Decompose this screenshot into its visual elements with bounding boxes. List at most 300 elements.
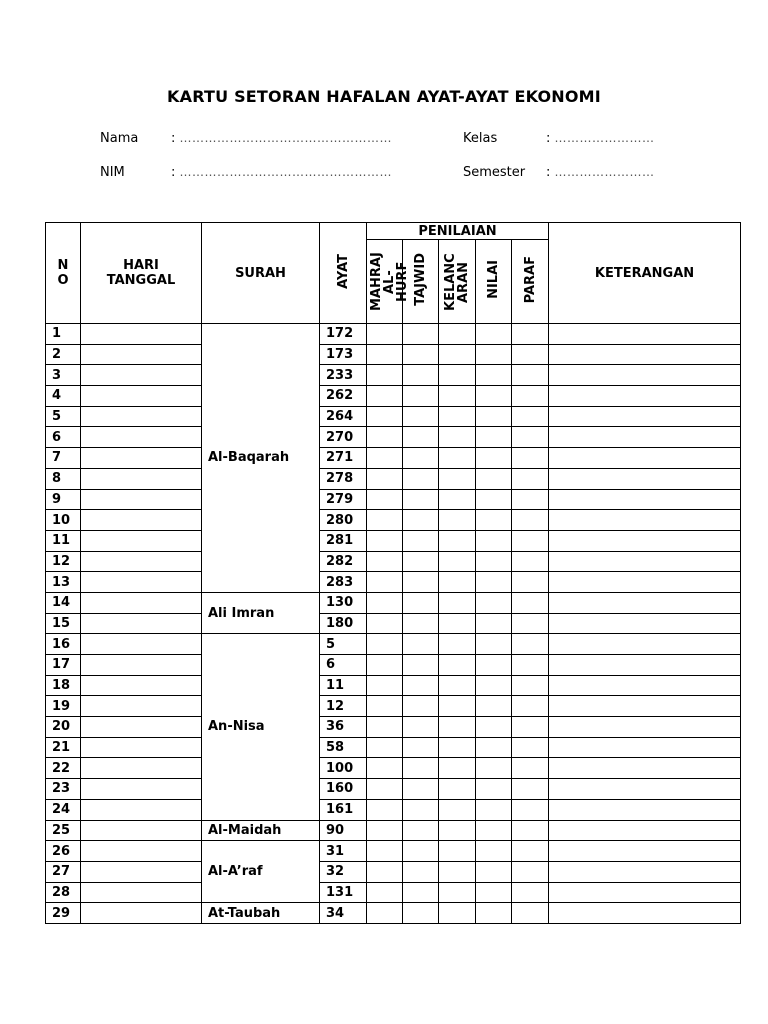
cell-no: 25 (46, 820, 81, 841)
cell-no: 2 (46, 344, 81, 365)
cell-hari-tanggal[interactable] (81, 427, 202, 448)
cell-keterangan[interactable] (549, 510, 741, 531)
table-row (46, 530, 741, 551)
cell-no: 19 (46, 696, 81, 717)
table-row (46, 717, 741, 738)
cell-no: 26 (46, 841, 81, 862)
cell-nilai[interactable] (476, 696, 512, 717)
cell-nilai[interactable] (476, 861, 512, 882)
cell-nilai[interactable] (476, 427, 512, 448)
cell-tajwid[interactable] (403, 406, 439, 427)
cell-nilai[interactable] (476, 758, 512, 779)
cell-ayat: 130 (320, 592, 367, 613)
cell-paraf[interactable] (512, 344, 549, 365)
semester-field[interactable]: : …………………… (546, 165, 655, 180)
table-row (46, 510, 741, 531)
cell-hari-tanggal[interactable] (81, 324, 202, 345)
cell-nilai[interactable] (476, 365, 512, 386)
cell-keterangan[interactable] (549, 861, 741, 882)
cell-keterangan[interactable] (549, 365, 741, 386)
cell-nilai[interactable] (476, 882, 512, 903)
header-keterangan: KETERANGAN (549, 223, 741, 324)
cell-mahraj[interactable] (367, 489, 403, 510)
cell-kelancaran[interactable] (439, 655, 476, 676)
cell-tajwid[interactable] (403, 675, 439, 696)
cell-paraf[interactable] (512, 675, 549, 696)
cell-paraf[interactable] (512, 696, 549, 717)
cell-tajwid[interactable] (403, 489, 439, 510)
cell-keterangan[interactable] (549, 758, 741, 779)
cell-kelancaran[interactable] (439, 427, 476, 448)
nama-label: Nama (100, 131, 139, 146)
cell-nilai[interactable] (476, 510, 512, 531)
table-row (46, 551, 741, 572)
cell-keterangan[interactable] (549, 841, 741, 862)
cell-nilai[interactable] (476, 344, 512, 365)
cell-keterangan[interactable] (549, 324, 741, 345)
cell-kelancaran[interactable] (439, 386, 476, 407)
cell-nilai[interactable] (476, 717, 512, 738)
cell-kelancaran[interactable] (439, 903, 476, 924)
table-row (46, 779, 741, 800)
cell-keterangan[interactable] (549, 655, 741, 676)
cell-hari-tanggal[interactable] (81, 634, 202, 655)
cell-keterangan[interactable] (549, 799, 741, 820)
cell-kelancaran[interactable] (439, 448, 476, 469)
cell-hari-tanggal[interactable] (81, 882, 202, 903)
cell-tajwid[interactable] (403, 903, 439, 924)
cell-mahraj[interactable] (367, 406, 403, 427)
cell-ayat: 262 (320, 386, 367, 407)
cell-kelancaran[interactable] (439, 324, 476, 345)
cell-nilai[interactable] (476, 572, 512, 593)
cell-paraf[interactable] (512, 386, 549, 407)
cell-paraf[interactable] (512, 510, 549, 531)
cell-paraf[interactable] (512, 717, 549, 738)
cell-keterangan[interactable] (549, 737, 741, 758)
cell-keterangan[interactable] (549, 344, 741, 365)
cell-ayat: 180 (320, 613, 367, 634)
cell-keterangan[interactable] (549, 779, 741, 800)
cell-hari-tanggal[interactable] (81, 489, 202, 510)
header-penilaian: PENILAIAN (367, 223, 549, 240)
table-row (46, 406, 741, 427)
cell-kelancaran[interactable] (439, 882, 476, 903)
cell-mahraj[interactable] (367, 799, 403, 820)
cell-surah: At-Taubah (202, 903, 320, 924)
cell-mahraj[interactable] (367, 717, 403, 738)
cell-keterangan[interactable] (549, 717, 741, 738)
header-ayat: AYAT (320, 223, 367, 324)
kelas-label: Kelas (463, 131, 498, 146)
table-row (46, 737, 741, 758)
cell-mahraj[interactable] (367, 675, 403, 696)
cell-no: 21 (46, 737, 81, 758)
header-nilai: NILAI (476, 240, 512, 324)
cell-ayat: 283 (320, 572, 367, 593)
cell-hari-tanggal[interactable] (81, 675, 202, 696)
cell-tajwid[interactable] (403, 799, 439, 820)
cell-ayat: 12 (320, 696, 367, 717)
header-hari-tanggal: HARI TANGGAL (81, 223, 202, 324)
cell-nilai[interactable] (476, 530, 512, 551)
cell-keterangan[interactable] (549, 572, 741, 593)
cell-tajwid[interactable] (403, 696, 439, 717)
cell-hari-tanggal[interactable] (81, 861, 202, 882)
cell-kelancaran[interactable] (439, 592, 476, 613)
cell-no: 4 (46, 386, 81, 407)
cell-kelancaran[interactable] (439, 489, 476, 510)
cell-ayat: 279 (320, 489, 367, 510)
header-kelancaran: KELANCARAN (439, 240, 476, 324)
cell-keterangan[interactable] (549, 675, 741, 696)
cell-mahraj[interactable] (367, 551, 403, 572)
cell-ayat: 90 (320, 820, 367, 841)
cell-nilai[interactable] (476, 841, 512, 862)
cell-keterangan[interactable] (549, 696, 741, 717)
cell-keterangan[interactable] (549, 530, 741, 551)
cell-hari-tanggal[interactable] (81, 613, 202, 634)
cell-kelancaran[interactable] (439, 758, 476, 779)
cell-tajwid[interactable] (403, 468, 439, 489)
cell-ayat: 173 (320, 344, 367, 365)
cell-mahraj[interactable] (367, 530, 403, 551)
cell-no: 8 (46, 468, 81, 489)
nim-field[interactable]: : …………………………………………… (171, 165, 393, 180)
cell-paraf[interactable] (512, 737, 549, 758)
cell-paraf[interactable] (512, 799, 549, 820)
cell-ayat: 5 (320, 634, 367, 655)
cell-keterangan[interactable] (549, 820, 741, 841)
cell-nilai[interactable] (476, 406, 512, 427)
cell-nilai[interactable] (476, 592, 512, 613)
cell-hari-tanggal[interactable] (81, 530, 202, 551)
cell-mahraj[interactable] (367, 779, 403, 800)
cell-tajwid[interactable] (403, 758, 439, 779)
cell-no: 24 (46, 799, 81, 820)
cell-mahraj[interactable] (367, 613, 403, 634)
cell-paraf[interactable] (512, 324, 549, 345)
table-row (46, 572, 741, 593)
cell-paraf[interactable] (512, 592, 549, 613)
cell-hari-tanggal[interactable] (81, 592, 202, 613)
cell-hari-tanggal[interactable] (81, 696, 202, 717)
cell-tajwid[interactable] (403, 592, 439, 613)
cell-paraf[interactable] (512, 861, 549, 882)
cell-hari-tanggal[interactable] (81, 717, 202, 738)
cell-mahraj[interactable] (367, 655, 403, 676)
cell-mahraj[interactable] (367, 468, 403, 489)
cell-kelancaran[interactable] (439, 696, 476, 717)
cell-surah: Al-A’raf (202, 841, 320, 903)
cell-keterangan[interactable] (549, 551, 741, 572)
cell-no: 9 (46, 489, 81, 510)
cell-kelancaran[interactable] (439, 820, 476, 841)
table-row (46, 758, 741, 779)
nim-label: NIM (100, 165, 125, 180)
cell-hari-tanggal[interactable] (81, 365, 202, 386)
cell-no: 10 (46, 510, 81, 531)
cell-no: 5 (46, 406, 81, 427)
cell-ayat: 264 (320, 406, 367, 427)
cell-tajwid[interactable] (403, 634, 439, 655)
cell-ayat: 278 (320, 468, 367, 489)
cell-no: 14 (46, 592, 81, 613)
cell-kelancaran[interactable] (439, 572, 476, 593)
table-row (46, 468, 741, 489)
cell-hari-tanggal[interactable] (81, 468, 202, 489)
cell-kelancaran[interactable] (439, 344, 476, 365)
cell-tajwid[interactable] (403, 530, 439, 551)
header-mahraj: MAHRAJ AL-HURF (367, 240, 403, 324)
cell-hari-tanggal[interactable] (81, 386, 202, 407)
cell-paraf[interactable] (512, 489, 549, 510)
cell-hari-tanggal[interactable] (81, 737, 202, 758)
cell-mahraj[interactable] (367, 903, 403, 924)
cell-hari-tanggal[interactable] (81, 655, 202, 676)
cell-nilai[interactable] (476, 468, 512, 489)
cell-ayat: 282 (320, 551, 367, 572)
cell-tajwid[interactable] (403, 820, 439, 841)
cell-surah: Ali Imran (202, 592, 320, 633)
cell-paraf[interactable] (512, 448, 549, 469)
cell-hari-tanggal[interactable] (81, 406, 202, 427)
cell-mahraj[interactable] (367, 758, 403, 779)
cell-ayat: 172 (320, 324, 367, 345)
cell-tajwid[interactable] (403, 779, 439, 800)
hafalan-table (45, 222, 741, 924)
cell-nilai[interactable] (476, 820, 512, 841)
cell-paraf[interactable] (512, 841, 549, 862)
cell-hari-tanggal[interactable] (81, 758, 202, 779)
cell-no: 23 (46, 779, 81, 800)
cell-mahraj[interactable] (367, 344, 403, 365)
header-surah: SURAH (202, 223, 320, 324)
cell-mahraj[interactable] (367, 572, 403, 593)
cell-kelancaran[interactable] (439, 799, 476, 820)
cell-hari-tanggal[interactable] (81, 779, 202, 800)
cell-kelancaran[interactable] (439, 406, 476, 427)
table-row (46, 882, 741, 903)
cell-keterangan[interactable] (549, 592, 741, 613)
cell-hari-tanggal[interactable] (81, 820, 202, 841)
cell-keterangan[interactable] (549, 406, 741, 427)
cell-ayat: 271 (320, 448, 367, 469)
cell-paraf[interactable] (512, 572, 549, 593)
cell-ayat: 270 (320, 427, 367, 448)
table-row (46, 613, 741, 634)
cell-tajwid[interactable] (403, 510, 439, 531)
cell-tajwid[interactable] (403, 841, 439, 862)
cell-mahraj[interactable] (367, 820, 403, 841)
cell-nilai[interactable] (476, 675, 512, 696)
cell-ayat: 281 (320, 530, 367, 551)
nama-field[interactable]: : …………………………………………… (171, 131, 393, 146)
table-row (46, 592, 741, 613)
cell-keterangan[interactable] (549, 448, 741, 469)
table-row (46, 696, 741, 717)
cell-kelancaran[interactable] (439, 510, 476, 531)
cell-ayat: 6 (320, 655, 367, 676)
cell-paraf[interactable] (512, 530, 549, 551)
cell-mahraj[interactable] (367, 882, 403, 903)
cell-paraf[interactable] (512, 468, 549, 489)
cell-ayat: 131 (320, 882, 367, 903)
cell-nilai[interactable] (476, 551, 512, 572)
cell-surah: Al-Baqarah (202, 324, 320, 593)
table-row (46, 861, 741, 882)
cell-paraf[interactable] (512, 427, 549, 448)
cell-tajwid[interactable] (403, 572, 439, 593)
cell-tajwid[interactable] (403, 861, 439, 882)
cell-hari-tanggal[interactable] (81, 344, 202, 365)
cell-mahraj[interactable] (367, 592, 403, 613)
cell-no: 3 (46, 365, 81, 386)
table-row (46, 365, 741, 386)
table-row (46, 448, 741, 469)
cell-tajwid[interactable] (403, 613, 439, 634)
cell-tajwid[interactable] (403, 365, 439, 386)
table-row (46, 655, 741, 676)
cell-kelancaran[interactable] (439, 675, 476, 696)
cell-hari-tanggal[interactable] (81, 903, 202, 924)
cell-kelancaran[interactable] (439, 551, 476, 572)
cell-kelancaran[interactable] (439, 779, 476, 800)
cell-ayat: 280 (320, 510, 367, 531)
cell-paraf[interactable] (512, 903, 549, 924)
cell-hari-tanggal[interactable] (81, 510, 202, 531)
cell-ayat: 161 (320, 799, 367, 820)
cell-mahraj[interactable] (367, 861, 403, 882)
table-row (46, 344, 741, 365)
cell-paraf[interactable] (512, 882, 549, 903)
cell-keterangan[interactable] (549, 613, 741, 634)
cell-nilai[interactable] (476, 448, 512, 469)
cell-paraf[interactable] (512, 634, 549, 655)
cell-keterangan[interactable] (549, 634, 741, 655)
cell-surah: An-Nisa (202, 634, 320, 820)
cell-tajwid[interactable] (403, 655, 439, 676)
kelas-field[interactable]: : …………………… (546, 131, 655, 146)
table-row (46, 427, 741, 448)
cell-hari-tanggal[interactable] (81, 448, 202, 469)
cell-tajwid[interactable] (403, 386, 439, 407)
cell-tajwid[interactable] (403, 344, 439, 365)
cell-nilai[interactable] (476, 903, 512, 924)
cell-kelancaran[interactable] (439, 530, 476, 551)
cell-no: 29 (46, 903, 81, 924)
cell-paraf[interactable] (512, 655, 549, 676)
cell-hari-tanggal[interactable] (81, 551, 202, 572)
cell-nilai[interactable] (476, 737, 512, 758)
cell-paraf[interactable] (512, 779, 549, 800)
cell-nilai[interactable] (476, 324, 512, 345)
cell-kelancaran[interactable] (439, 613, 476, 634)
cell-no: 18 (46, 675, 81, 696)
cell-paraf[interactable] (512, 758, 549, 779)
cell-tajwid[interactable] (403, 882, 439, 903)
cell-ayat: 100 (320, 758, 367, 779)
table-row (46, 324, 741, 345)
cell-ayat: 11 (320, 675, 367, 696)
cell-kelancaran[interactable] (439, 717, 476, 738)
cell-no: 27 (46, 861, 81, 882)
header-no: N O (46, 223, 81, 324)
cell-nilai[interactable] (476, 655, 512, 676)
cell-nilai[interactable] (476, 779, 512, 800)
cell-kelancaran[interactable] (439, 468, 476, 489)
cell-paraf[interactable] (512, 820, 549, 841)
cell-hari-tanggal[interactable] (81, 572, 202, 593)
cell-no: 11 (46, 530, 81, 551)
cell-hari-tanggal[interactable] (81, 799, 202, 820)
table-row (46, 489, 741, 510)
cell-kelancaran[interactable] (439, 365, 476, 386)
cell-mahraj[interactable] (367, 448, 403, 469)
cell-keterangan[interactable] (549, 882, 741, 903)
cell-no: 20 (46, 717, 81, 738)
cell-no: 17 (46, 655, 81, 676)
cell-paraf[interactable] (512, 406, 549, 427)
page-title: KARTU SETORAN HAFALAN AYAT-AYAT EKONOMI (167, 87, 601, 106)
cell-no: 1 (46, 324, 81, 345)
cell-nilai[interactable] (476, 386, 512, 407)
cell-nilai[interactable] (476, 489, 512, 510)
table-row (46, 634, 741, 655)
cell-keterangan[interactable] (549, 386, 741, 407)
cell-mahraj[interactable] (367, 737, 403, 758)
cell-kelancaran[interactable] (439, 634, 476, 655)
cell-tajwid[interactable] (403, 737, 439, 758)
table-row (46, 675, 741, 696)
table-row (46, 820, 741, 841)
cell-tajwid[interactable] (403, 324, 439, 345)
cell-mahraj[interactable] (367, 427, 403, 448)
cell-keterangan[interactable] (549, 489, 741, 510)
cell-mahraj[interactable] (367, 510, 403, 531)
cell-paraf[interactable] (512, 551, 549, 572)
cell-mahraj[interactable] (367, 365, 403, 386)
cell-mahraj[interactable] (367, 634, 403, 655)
cell-nilai[interactable] (476, 634, 512, 655)
cell-ayat: 34 (320, 903, 367, 924)
cell-tajwid[interactable] (403, 427, 439, 448)
cell-tajwid[interactable] (403, 717, 439, 738)
cell-mahraj[interactable] (367, 324, 403, 345)
cell-tajwid[interactable] (403, 448, 439, 469)
semester-label: Semester (463, 165, 526, 180)
table-row (46, 903, 741, 924)
cell-keterangan[interactable] (549, 903, 741, 924)
cell-mahraj[interactable] (367, 386, 403, 407)
cell-kelancaran[interactable] (439, 841, 476, 862)
cell-keterangan[interactable] (549, 427, 741, 448)
cell-tajwid[interactable] (403, 551, 439, 572)
cell-paraf[interactable] (512, 613, 549, 634)
cell-mahraj[interactable] (367, 841, 403, 862)
cell-no: 16 (46, 634, 81, 655)
cell-no: 6 (46, 427, 81, 448)
cell-nilai[interactable] (476, 613, 512, 634)
cell-mahraj[interactable] (367, 696, 403, 717)
cell-keterangan[interactable] (549, 468, 741, 489)
cell-paraf[interactable] (512, 365, 549, 386)
cell-hari-tanggal[interactable] (81, 841, 202, 862)
cell-nilai[interactable] (476, 799, 512, 820)
cell-kelancaran[interactable] (439, 861, 476, 882)
cell-kelancaran[interactable] (439, 737, 476, 758)
cell-ayat: 58 (320, 737, 367, 758)
